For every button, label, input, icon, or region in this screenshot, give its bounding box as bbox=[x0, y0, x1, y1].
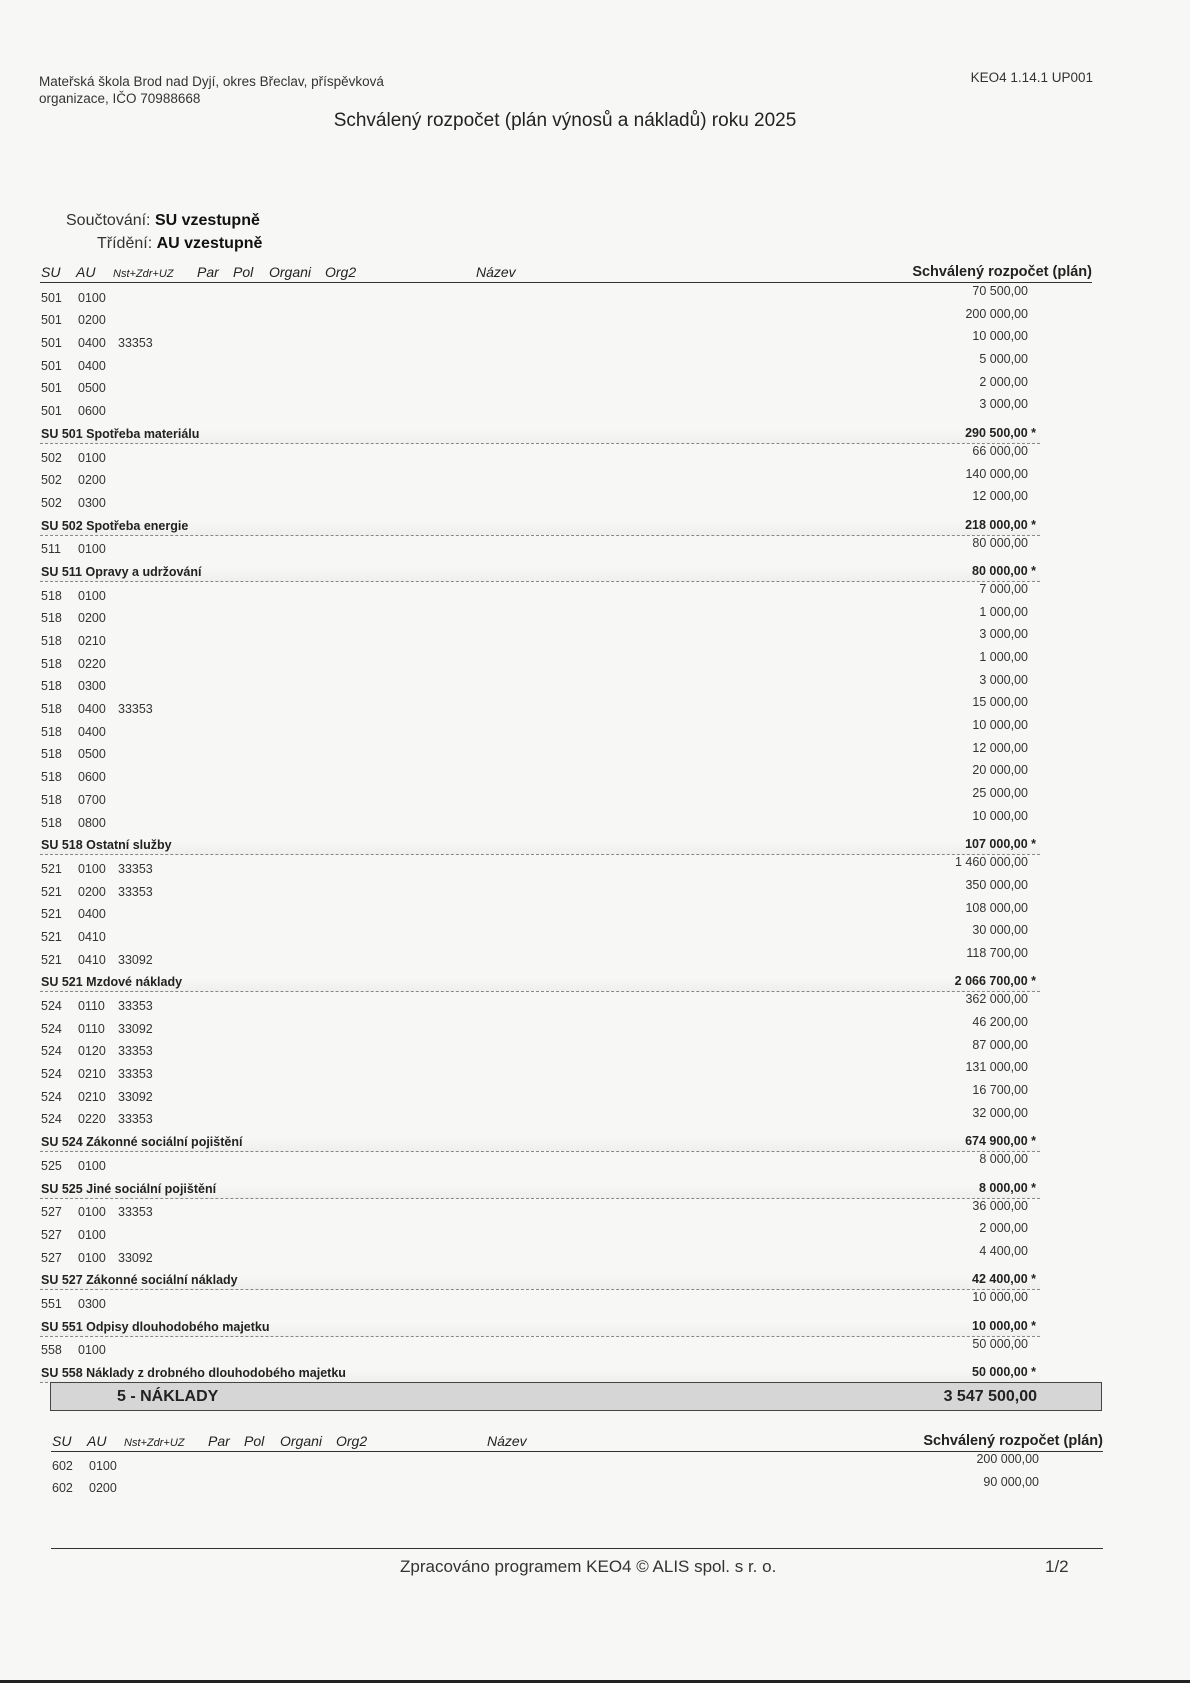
cell-amount: 90 000,00 bbox=[983, 1474, 1039, 1489]
cell-amount: 87 000,00 bbox=[972, 1037, 1028, 1052]
col-amount: Schválený rozpočet (plán) bbox=[912, 264, 1092, 280]
cell-uz: 33353 bbox=[118, 884, 153, 899]
row-codes bbox=[41, 1343, 118, 1357]
cell-au: 0100 bbox=[78, 450, 106, 465]
table-row bbox=[40, 397, 1040, 420]
table-row bbox=[51, 1452, 1051, 1475]
subtotal-label: SU 502 Spotřeba energie bbox=[41, 518, 189, 533]
subtotal-amount: 10 000,00 * bbox=[972, 1318, 1036, 1333]
cell-su: 525 bbox=[41, 1158, 62, 1173]
cell-au: 0500 bbox=[78, 381, 106, 396]
table-header bbox=[40, 260, 1092, 283]
cell-amount: 10 000,00 bbox=[972, 1290, 1028, 1305]
expense-total-bar bbox=[50, 1382, 1102, 1411]
table-row bbox=[40, 467, 1040, 490]
cell-amount: 362 000,00 bbox=[965, 992, 1028, 1007]
subtotal-label: SU 551 Odpisy dlouhodobého majetku bbox=[41, 1319, 270, 1334]
cell-amount: 12 000,00 bbox=[972, 489, 1028, 504]
col-nazev: Název bbox=[487, 1433, 527, 1449]
table-row bbox=[40, 946, 1040, 969]
row-codes bbox=[41, 657, 118, 671]
cell-amount: 66 000,00 bbox=[972, 443, 1028, 458]
cell-au: 0100 bbox=[78, 588, 106, 603]
cell-au: 0500 bbox=[78, 747, 106, 762]
cell-au: 0300 bbox=[78, 1296, 106, 1311]
col-pol: Pol bbox=[244, 1433, 265, 1449]
cell-au: 0700 bbox=[78, 792, 106, 807]
organization-name bbox=[39, 73, 384, 107]
cell-su: 502 bbox=[41, 450, 62, 465]
table-row bbox=[40, 1221, 1040, 1244]
cell-uz: 33092 bbox=[118, 952, 153, 967]
cell-au: 0120 bbox=[78, 1044, 106, 1059]
row-codes bbox=[41, 1044, 153, 1058]
cell-uz: 33353 bbox=[118, 1044, 153, 1059]
col-par: Par bbox=[197, 264, 219, 280]
cell-au: 0210 bbox=[78, 1089, 106, 1104]
cell-su: 527 bbox=[41, 1205, 62, 1220]
row-codes bbox=[41, 1228, 118, 1242]
cell-amount: 140 000,00 bbox=[965, 466, 1028, 481]
cell-su: 527 bbox=[41, 1227, 62, 1242]
cell-au: 0100 bbox=[78, 1343, 106, 1358]
subtotal-label: SU 527 Zákonné sociální náklady bbox=[41, 1273, 238, 1288]
org-line-2: organizace, IČO 70988668 bbox=[39, 91, 201, 106]
row-codes bbox=[41, 473, 118, 487]
col-par: Par bbox=[208, 1433, 230, 1449]
cell-amount: 3 000,00 bbox=[979, 397, 1028, 412]
cell-amount: 4 400,00 bbox=[979, 1243, 1028, 1258]
cell-au: 0400 bbox=[78, 358, 106, 373]
cell-uz: 33092 bbox=[118, 1089, 153, 1104]
footer-divider bbox=[51, 1548, 1103, 1549]
cell-amount: 10 000,00 bbox=[972, 329, 1028, 344]
col-nst: Nst+Zdr+UZ bbox=[113, 268, 174, 280]
cell-amount: 2 000,00 bbox=[979, 1221, 1028, 1236]
table-row bbox=[40, 582, 1040, 605]
row-codes bbox=[41, 451, 118, 465]
cell-amount: 1 460 000,00 bbox=[955, 855, 1028, 870]
cell-au: 0100 bbox=[78, 861, 106, 876]
col-nst: Nst+Zdr+UZ bbox=[124, 1437, 185, 1449]
row-codes bbox=[41, 953, 153, 967]
cell-amount: 32 000,00 bbox=[972, 1105, 1028, 1120]
table-row bbox=[40, 1038, 1040, 1061]
subtotal-label: SU 525 Jiné sociální pojištění bbox=[41, 1181, 217, 1196]
cell-amount: 131 000,00 bbox=[965, 1060, 1028, 1075]
row-codes bbox=[41, 885, 153, 899]
row-codes bbox=[41, 770, 118, 784]
table-row bbox=[40, 901, 1040, 924]
cell-amount: 20 000,00 bbox=[972, 763, 1028, 778]
col-au: AU bbox=[87, 1433, 107, 1449]
cell-amount: 70 500,00 bbox=[972, 284, 1028, 298]
cell-amount: 10 000,00 bbox=[972, 718, 1028, 733]
subtotal-row bbox=[40, 1175, 1040, 1199]
col-organi: Organi bbox=[280, 1433, 323, 1449]
cell-au: 0300 bbox=[78, 495, 106, 510]
table-row bbox=[40, 627, 1040, 650]
cell-su: 527 bbox=[41, 1250, 62, 1265]
row-codes bbox=[41, 793, 118, 807]
cell-au: 0300 bbox=[78, 679, 106, 694]
revenue-table bbox=[51, 1452, 1051, 1497]
cell-su: 521 bbox=[41, 884, 62, 899]
table-row bbox=[40, 855, 1040, 878]
cell-au: 0410 bbox=[78, 929, 106, 944]
org-line-1: Mateřská škola Brod nad Dyjí, okres Břeclav, příspěvková bbox=[39, 74, 384, 89]
row-codes bbox=[41, 1067, 153, 1081]
subtotal-label: SU 524 Zákonné sociální pojištění bbox=[41, 1135, 243, 1150]
subtotal-label: SU 511 Opravy a udržování bbox=[41, 564, 202, 579]
row-codes bbox=[41, 725, 118, 739]
table-row bbox=[40, 695, 1040, 718]
cell-su: 524 bbox=[41, 1067, 62, 1082]
sorting-setting bbox=[97, 235, 262, 253]
row-codes bbox=[41, 1205, 153, 1219]
cell-amount: 16 700,00 bbox=[972, 1083, 1028, 1098]
cell-su: 511 bbox=[41, 542, 61, 557]
row-codes bbox=[41, 496, 118, 510]
cell-amount: 2 000,00 bbox=[979, 374, 1028, 389]
subtotal-label: SU 518 Ostatní služby bbox=[41, 838, 172, 853]
row-codes bbox=[41, 611, 118, 625]
cell-au: 0100 bbox=[78, 1158, 106, 1173]
cell-au: 0210 bbox=[78, 634, 106, 648]
table-row bbox=[40, 329, 1040, 352]
table-row bbox=[40, 1106, 1040, 1129]
cell-amount: 50 000,00 bbox=[972, 1336, 1028, 1351]
cell-su: 558 bbox=[41, 1343, 62, 1358]
col-au: AU bbox=[76, 264, 96, 280]
cell-su: 518 bbox=[41, 747, 62, 762]
col-pol: Pol bbox=[233, 264, 254, 280]
cell-su: 521 bbox=[41, 952, 62, 967]
table-row bbox=[40, 489, 1040, 512]
cell-su: 501 bbox=[41, 313, 62, 328]
document-title: Schválený rozpočet (plán výnosů a nákladů) roku 2025 bbox=[333, 110, 797, 131]
summing-value: SU vzestupně bbox=[154, 212, 260, 229]
cell-su: 602 bbox=[52, 1481, 73, 1496]
table-row bbox=[40, 741, 1040, 764]
cell-su: 518 bbox=[41, 679, 62, 694]
subtotal-label: SU 521 Mzdové náklady bbox=[41, 975, 183, 990]
subtotal-amount: 107 000,00 * bbox=[965, 837, 1036, 852]
cell-amount: 30 000,00 bbox=[972, 923, 1028, 938]
subtotal-amount: 2 066 700,00 * bbox=[954, 974, 1036, 989]
cell-su: 518 bbox=[41, 770, 62, 785]
cell-uz: 33353 bbox=[118, 1112, 153, 1127]
cell-au: 0110 bbox=[78, 999, 105, 1013]
summing-setting bbox=[66, 212, 260, 230]
row-codes bbox=[41, 634, 118, 648]
cell-su: 518 bbox=[41, 656, 62, 671]
subtotal-label: SU 501 Spotřeba materiálu bbox=[41, 426, 200, 441]
cell-amount: 25 000,00 bbox=[972, 786, 1028, 801]
cell-amount: 5 000,00 bbox=[979, 352, 1028, 367]
cell-amount: 46 200,00 bbox=[972, 1015, 1028, 1029]
subtotal-row bbox=[40, 969, 1040, 993]
row-codes bbox=[41, 747, 118, 761]
subtotal-amount: 8 000,00 * bbox=[979, 1180, 1036, 1195]
row-codes bbox=[41, 1090, 153, 1104]
table-row bbox=[40, 1083, 1040, 1106]
col-org2: Org2 bbox=[325, 264, 357, 280]
table-row bbox=[40, 1015, 1040, 1038]
subtotal-row bbox=[40, 1267, 1040, 1291]
row-codes bbox=[52, 1481, 129, 1495]
cell-amount: 3 000,00 bbox=[979, 672, 1028, 687]
subtotal-row bbox=[40, 512, 1040, 536]
col-org2: Org2 bbox=[336, 1433, 368, 1449]
table-row bbox=[40, 786, 1040, 809]
row-codes bbox=[41, 1022, 153, 1036]
subtotal-row bbox=[40, 558, 1040, 582]
row-codes bbox=[41, 1251, 153, 1265]
row-codes bbox=[52, 1459, 129, 1473]
cell-amount: 80 000,00 bbox=[972, 535, 1028, 550]
cell-uz: 33353 bbox=[118, 336, 153, 351]
table-row bbox=[40, 650, 1040, 673]
subtotal-amount: 50 000,00 * bbox=[972, 1365, 1036, 1379]
cell-su: 524 bbox=[41, 1112, 62, 1127]
cell-amount: 36 000,00 bbox=[972, 1198, 1028, 1213]
cell-su: 501 bbox=[41, 290, 62, 305]
subtotal-row bbox=[40, 420, 1040, 444]
row-codes bbox=[41, 907, 118, 921]
cell-uz: 33353 bbox=[118, 1067, 153, 1082]
cell-au: 0100 bbox=[78, 290, 106, 305]
cell-su: 524 bbox=[41, 1044, 62, 1059]
cell-au: 0100 bbox=[89, 1458, 117, 1473]
row-codes bbox=[41, 291, 118, 305]
cell-su: 524 bbox=[41, 999, 62, 1013]
cell-amount: 15 000,00 bbox=[972, 695, 1028, 710]
summing-label: Součtování: bbox=[66, 212, 151, 229]
cell-amount: 7 000,00 bbox=[979, 581, 1028, 596]
total-amount: 3 547 500,00 bbox=[943, 1388, 1037, 1405]
row-codes bbox=[41, 336, 153, 350]
table-row bbox=[40, 1244, 1040, 1267]
cell-su: 521 bbox=[41, 907, 62, 922]
footer-text: Zpracováno programem KEO4 © ALIS spol. s r. o. bbox=[400, 1557, 777, 1576]
cell-au: 0200 bbox=[78, 313, 106, 328]
cell-su: 502 bbox=[41, 495, 62, 510]
row-codes bbox=[41, 589, 118, 603]
cell-su: 518 bbox=[41, 588, 62, 603]
cell-uz: 33353 bbox=[118, 702, 153, 717]
row-codes bbox=[41, 542, 118, 556]
subtotal-row bbox=[40, 832, 1040, 856]
col-su: SU bbox=[41, 264, 61, 280]
cell-amount: 3 000,00 bbox=[979, 627, 1028, 642]
cell-su: 501 bbox=[41, 336, 62, 351]
row-codes bbox=[41, 1297, 118, 1311]
subtotal-row bbox=[40, 1313, 1040, 1337]
cell-au: 0410 bbox=[78, 952, 106, 967]
cell-amount: 12 000,00 bbox=[972, 740, 1028, 755]
expense-table bbox=[40, 284, 1040, 1383]
cell-su: 502 bbox=[41, 473, 62, 488]
cell-au: 0400 bbox=[78, 702, 106, 717]
cell-su: 602 bbox=[52, 1458, 73, 1473]
cell-su: 524 bbox=[41, 1021, 62, 1036]
table-row bbox=[40, 992, 1040, 1015]
cell-au: 0400 bbox=[78, 724, 106, 739]
subtotal-amount: 218 000,00 * bbox=[965, 517, 1036, 532]
cell-su: 501 bbox=[41, 404, 62, 419]
cell-su: 521 bbox=[41, 929, 62, 944]
table-row bbox=[40, 1199, 1040, 1222]
row-codes bbox=[41, 313, 118, 327]
cell-su: 518 bbox=[41, 792, 62, 807]
cell-au: 0200 bbox=[78, 611, 106, 626]
table-row bbox=[40, 605, 1040, 628]
cell-au: 0800 bbox=[78, 815, 106, 830]
cell-amount: 8 000,00 bbox=[979, 1152, 1028, 1167]
cell-uz: 33092 bbox=[118, 1250, 153, 1265]
program-version: KEO4 1.14.1 UP001 bbox=[970, 70, 1093, 85]
cell-au: 0400 bbox=[78, 336, 106, 351]
cell-su: 518 bbox=[41, 724, 62, 739]
table-row bbox=[40, 284, 1040, 307]
row-codes bbox=[41, 999, 153, 1013]
subtotal-row bbox=[40, 1128, 1040, 1152]
cell-su: 551 bbox=[41, 1296, 62, 1311]
table-row bbox=[40, 1152, 1040, 1175]
table-row bbox=[40, 375, 1040, 398]
cell-amount: 10 000,00 bbox=[972, 808, 1028, 823]
table-row bbox=[40, 718, 1040, 741]
table-row bbox=[40, 923, 1040, 946]
row-codes bbox=[41, 359, 118, 373]
sorting-label: Třídění: bbox=[97, 235, 153, 252]
subtotal-amount: 42 400,00 * bbox=[972, 1272, 1036, 1287]
cell-su: 524 bbox=[41, 1089, 62, 1104]
subtotal-amount: 290 500,00 * bbox=[965, 425, 1036, 440]
subtotal-row bbox=[40, 1359, 1040, 1383]
table-row bbox=[40, 809, 1040, 832]
table-row bbox=[51, 1475, 1051, 1498]
cell-amount: 200 000,00 bbox=[976, 1452, 1039, 1466]
table-row bbox=[40, 878, 1040, 901]
row-codes bbox=[41, 404, 118, 418]
cell-su: 501 bbox=[41, 381, 62, 396]
subtotal-amount: 80 000,00 * bbox=[972, 563, 1036, 578]
cell-au: 0100 bbox=[78, 1250, 106, 1265]
table-row bbox=[40, 1290, 1040, 1313]
cell-amount: 1 000,00 bbox=[979, 650, 1028, 664]
col-nazev: Název bbox=[476, 264, 516, 280]
cell-au: 0100 bbox=[78, 542, 106, 557]
cell-su: 518 bbox=[41, 815, 62, 830]
cell-su: 501 bbox=[41, 358, 62, 373]
col-organi: Organi bbox=[269, 264, 312, 280]
sorting-value: AU vzestupně bbox=[156, 235, 263, 252]
row-codes bbox=[41, 679, 118, 693]
cell-su: 518 bbox=[41, 702, 62, 717]
row-codes bbox=[41, 702, 153, 716]
table-row bbox=[40, 536, 1040, 559]
cell-au: 0220 bbox=[78, 656, 106, 671]
cell-au: 0600 bbox=[78, 404, 106, 419]
cell-au: 0200 bbox=[78, 884, 106, 899]
row-codes bbox=[41, 816, 118, 830]
row-codes bbox=[41, 862, 153, 876]
cell-au: 0400 bbox=[78, 907, 106, 922]
cell-au: 0600 bbox=[78, 770, 106, 785]
cell-amount: 108 000,00 bbox=[965, 900, 1028, 915]
cell-au: 0220 bbox=[78, 1112, 106, 1127]
cell-au: 0100 bbox=[78, 1205, 106, 1220]
cell-au: 0100 bbox=[78, 1227, 106, 1242]
cell-amount: 200 000,00 bbox=[965, 306, 1028, 321]
table-row bbox=[40, 1060, 1040, 1083]
total-label: 5 - NÁKLADY bbox=[117, 1388, 219, 1405]
row-codes bbox=[41, 1112, 153, 1126]
cell-amount: 118 700,00 bbox=[966, 945, 1028, 960]
table-row bbox=[40, 307, 1040, 330]
cell-uz: 33353 bbox=[118, 999, 153, 1013]
row-codes bbox=[41, 381, 118, 395]
table-row bbox=[40, 444, 1040, 467]
cell-uz: 33353 bbox=[118, 1205, 153, 1220]
cell-amount: 1 000,00 bbox=[979, 604, 1028, 619]
cell-uz: 33092 bbox=[118, 1021, 153, 1036]
table-row bbox=[40, 352, 1040, 375]
table-row bbox=[40, 1337, 1040, 1360]
cell-amount: 350 000,00 bbox=[965, 877, 1028, 892]
subtotal-label: SU 558 Náklady z drobného dlouhodobého majetku bbox=[41, 1366, 346, 1380]
cell-au: 0200 bbox=[78, 473, 106, 488]
cell-au: 0110 bbox=[78, 1021, 105, 1036]
table-header-2 bbox=[51, 1429, 1103, 1452]
cell-su: 518 bbox=[41, 634, 62, 648]
cell-uz: 33353 bbox=[118, 861, 153, 876]
col-su: SU bbox=[52, 1433, 72, 1449]
cell-au: 0210 bbox=[78, 1067, 106, 1082]
row-codes bbox=[41, 930, 118, 944]
cell-su: 518 bbox=[41, 611, 62, 626]
subtotal-amount: 674 900,00 * bbox=[965, 1134, 1036, 1149]
table-row bbox=[40, 763, 1040, 786]
row-codes bbox=[41, 1159, 118, 1173]
table-row bbox=[40, 673, 1040, 696]
cell-au: 0200 bbox=[89, 1481, 117, 1496]
page-number: 1/2 bbox=[1045, 1557, 1069, 1576]
cell-su: 521 bbox=[41, 861, 62, 876]
col-amount: Schválený rozpočet (plán) bbox=[923, 1433, 1103, 1449]
